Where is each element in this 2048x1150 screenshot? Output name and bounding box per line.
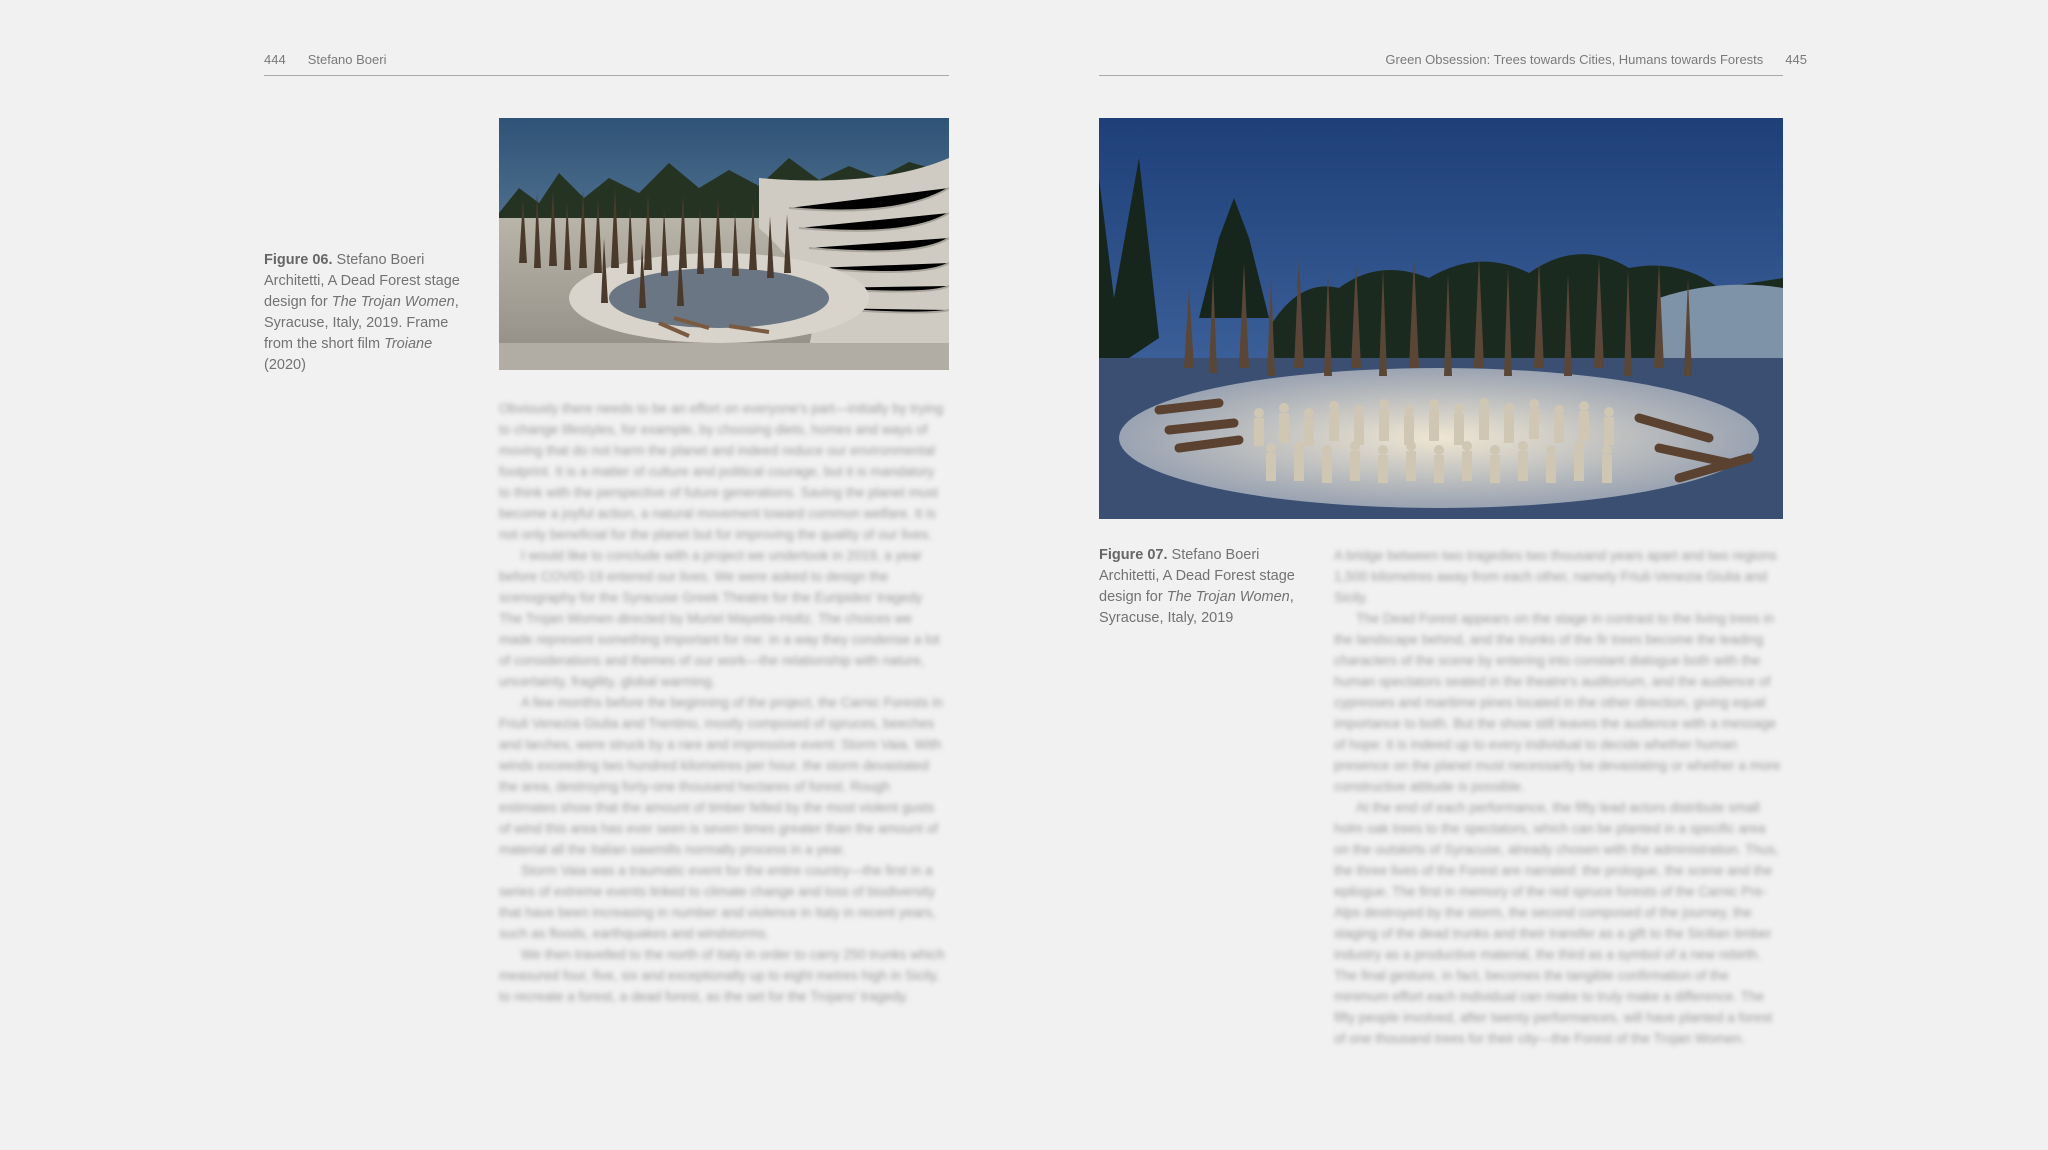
- right-running-head: [1385, 52, 1807, 67]
- right-paragraph: A bridge between two tragedies two thousand years apart and two regions 1,500 kilometres away from each other, namely Friuli-Venezia Giulia and Sicily.: [1334, 548, 1777, 605]
- page-number-left: 444: [264, 52, 286, 67]
- page-number-right: 445: [1785, 52, 1807, 67]
- left-paragraph: We then travelled to the north of Italy in order to carry 250 trunks which measured four, five, six and exceptionally up to eight metres high in Sicily, to recreate a forest, a dead forest, as the set for the Trojans' tragedy.: [499, 947, 945, 1004]
- right-body-text: [1334, 545, 1783, 1049]
- right-paragraph: The Dead Forest appears on the stage in contrast to the living trees in the landscape behind, and the trunks of the fir trees become the leading characters of the scene by entering into constant dialogue both with the human spectators seated in the theatre's auditorium, and the audience of cypresses and maritime pines located in the other direction, giving equal importance to both. But the show still leaves the audience with a message of hope: it is indeed up to every individual to decide whether human presence on the planet must necessarily be devastating or whether a more constructive attitude is possible.: [1334, 611, 1781, 794]
- left-paragraph: A few months before the beginning of the project, the Carnic Forests in Friuli Venezia Giulia and Trentino, mostly composed of spruces, beeches and larches, were struck by a rare and impressive event: Storm Vaia. With winds exceeding two hundred kilometres per hour, the storm devastated the area, destroying forty-one thousand hectares of forest. Rough estimates show that the amount of timber felled by the most violent gusts of wind this area has ever seen is seven times greater than the amount of material all the Italian sawmills normally process in a year.: [499, 695, 943, 857]
- figure-06-caption: Figure 06. Stefano Boeri Architetti, A Dead Forest stage design for The Trojan Women, Syracuse, Italy, 2019. Frame from the short film Troiane (2020): [264, 252, 460, 373]
- figure-06-photo: [499, 118, 949, 370]
- figure-07-caption: Figure 07. Stefano Boeri Architetti, A Dead Forest stage design for The Trojan Women, Syracuse, Italy, 2019: [1099, 547, 1295, 626]
- left-paragraph: Obviously there needs to be an effort on everyone's part—initially by trying to change lifestyles, for example, by choosing diets, homes and ways of moving that do not harm the planet and indeed reduce our environmental footprint. It is a matter of culture and political courage, but it is mandatory to think with the perspective of future generations. Saving the planet must become a joyful action, a natural movement toward common welfare. It is not only beneficial for the planet but for improving the quality of our lives.: [499, 401, 944, 542]
- header-rule-left: [264, 75, 949, 76]
- figure-06-label: Figure 06.: [264, 252, 333, 268]
- figure-07-photo: [1099, 118, 1783, 519]
- header-rule-right: [1099, 75, 1783, 76]
- right-paragraph: At the end of each performance, the fifty lead actors distribute small holm oak trees to the spectators, which can be planted in a specific area on the outskirts of Syracuse, already chosen with the administration. Thus, the three lives of the Forest are narrated: the prologue, the scene and the epilogue. The first in memory of the red spruce forests of the Carnic Pre-Alps destroyed by the storm, the second composed of the journey, the staging of the dead trunks and their transfer as a gift to the Sicilian timber industry as a productive material, the third as a symbol of a new rebirth. The final gesture, in fact, becomes the tangible confirmation of the minimum effort each individual can make to truly make a difference. The fifty people involved, after twenty performances, will have planted a forest of one thousand trees for their city—the Forest of the Trojan Women.: [1334, 800, 1779, 1046]
- figure-07-label: Figure 07.: [1099, 547, 1168, 563]
- left-body-text: [499, 398, 949, 1007]
- right-page: [1024, 0, 2048, 1150]
- running-head-right: Green Obsession: Trees towards Cities, Humans towards Forests: [1385, 52, 1764, 67]
- left-running-head: [264, 52, 386, 67]
- running-head-left: Stefano Boeri: [307, 52, 387, 67]
- left-paragraph: Storm Vaia was a traumatic event for the entire country—the first in a series of extreme events linked to climate change and loss of biodiversity that have been increasing in number and violence in Italy in recent years, such as floods, earthquakes and windstorms.: [499, 863, 936, 941]
- left-paragraph: I would like to conclude with a project we undertook in 2019, a year before COVID-19 entered our lives. We were asked to design the scenography for the Syracuse Greek Theatre for the Euripides' tragedy The Trojan Women directed by Muriel Mayette-Holtz. The choices we made represent something important for me: in a way they condense a lot of considerations and themes of our work—the relationship with nature, uncertainty, fragility, global warming.: [499, 548, 940, 689]
